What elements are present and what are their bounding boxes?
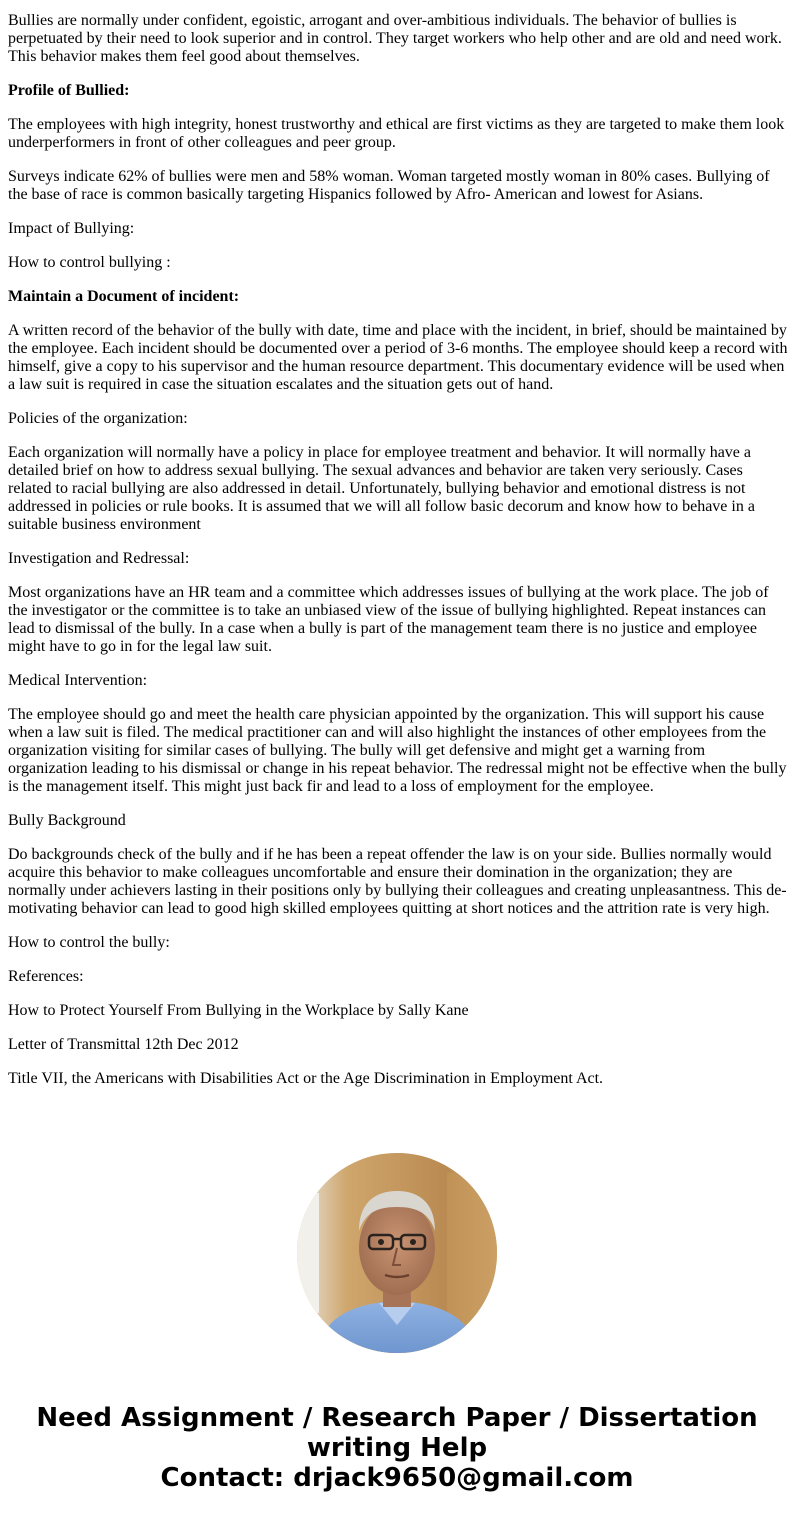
heading-maintain-document: Maintain a Document of incident: <box>8 288 240 305</box>
heading-references: References: <box>8 968 84 985</box>
heading-bully-background: Bully Background <box>8 812 126 829</box>
banner-line-2: writing Help <box>306 1433 488 1463</box>
paragraph-policies: Each organization will normally have a policy in place for employee treatment and behavior. It will normally have a detailed brief on how to address sexual bullying. The sexual advances and behavior are taken very seriously. Cases related to racial bullying are also addressed in detail. Unfortunately, bullying behavior and emotional distress is not addressed in policies or rule books. It is assumed that we will all follow basic decorum and know how to behave in a suitable business environment <box>8 444 755 533</box>
avatar <box>297 1153 497 1353</box>
heading-impact-of-bullying: Impact of Bullying: <box>8 220 135 237</box>
banner-contact-email: Contact: drjack9650@gmail.com <box>160 1463 634 1493</box>
paragraph-profile: The employees with high integrity, honest trustworthy and ethical are first victims as they are targeted to make them look underperformers in front of other colleagues and peer group. <box>8 116 785 151</box>
paragraph-medical: The employee should go and meet the health care physician appointed by the organization. This will support his cause when a law suit is filed. The medical practitioner can and will also highlight the instances of other employees from the organization visiting for similar cases of bullying. The bully will get defensive and might get a warning from organization leading to his dismissal or change in his repeat behavior. The redressal might not be effective when the bully is the management itself. This might just back fir and lead to a loss of employment for the employee. <box>8 706 787 795</box>
banner-line-1: Need Assignment / Research Paper / Dissertation <box>36 1403 758 1433</box>
heading-how-to-control-bullying: How to control bullying : <box>8 254 171 271</box>
heading-policies: Policies of the organization: <box>8 410 188 427</box>
heading-profile-of-bullied: Profile of Bullied: <box>8 82 130 99</box>
paragraph-intro: Bullies are normally under confident, egoistic, arrogant and over-ambitious individuals. The behavior of bullies is perpetuated by their need to look superior and in control. They target workers who help other and are old and need work. This behavior makes them feel good about themselves. <box>8 12 782 65</box>
paragraph-surveys: Surveys indicate 62% of bullies were men and 58% woman. Woman targeted mostly woman in 80% cases. Bullying of the base of race is common basically targeting Hispanics followed by Afro- American and lowest for Asians. <box>8 168 770 203</box>
article-body <box>8 12 788 1104</box>
avatar-portrait <box>297 1153 497 1353</box>
reference-item: Title VII, the Americans with Disabilities Act or the Age Discrimination in Employment Act. <box>8 1070 604 1087</box>
paragraph-written-record: A written record of the behavior of the bully with date, time and place with the incident, in brief, should be maintained by the employee. Each incident should be documented over a period of 3-6 months. The employee should keep a record with himself, give a copy to his supervisor and the human resource department. This documentary evidence will be used when a law suit is required in case the situation escalates and the situation gets out of hand. <box>8 322 788 393</box>
assignment-help-banner <box>0 1403 794 1493</box>
reference-item: How to Protect Yourself From Bullying in the Workplace by Sally Kane <box>8 1002 469 1019</box>
heading-medical-intervention: Medical Intervention: <box>8 672 148 689</box>
heading-investigation: Investigation and Redressal: <box>8 550 190 567</box>
paragraph-investigation: Most organizations have an HR team and a committee which addresses issues of bullying at the work place. The job of the investigator or the committee is to take an unbiased view of the issue of bullying highlighted. Repeat instances can lead to dismissal of the bully. In a case when a bully is part of the management team there is no justice and employee might have to go in for the legal law suit. <box>8 584 769 655</box>
paragraph-background: Do backgrounds check of the bully and if he has been a repeat offender the law is on your side. Bullies normally would acquire this behavior to make colleagues uncomfortable and ensure their domination in the organization; they are normally under achievers lasting in their positions only by bullying their colleagues and creating unpleasantness. This de-motivating behavior can lead to good high skilled employees quitting at short notices and the attrition rate is very high. <box>8 846 787 917</box>
heading-how-to-control-the-bully: How to control the bully: <box>8 934 170 951</box>
reference-item: Letter of Transmittal 12th Dec 2012 <box>8 1036 239 1053</box>
